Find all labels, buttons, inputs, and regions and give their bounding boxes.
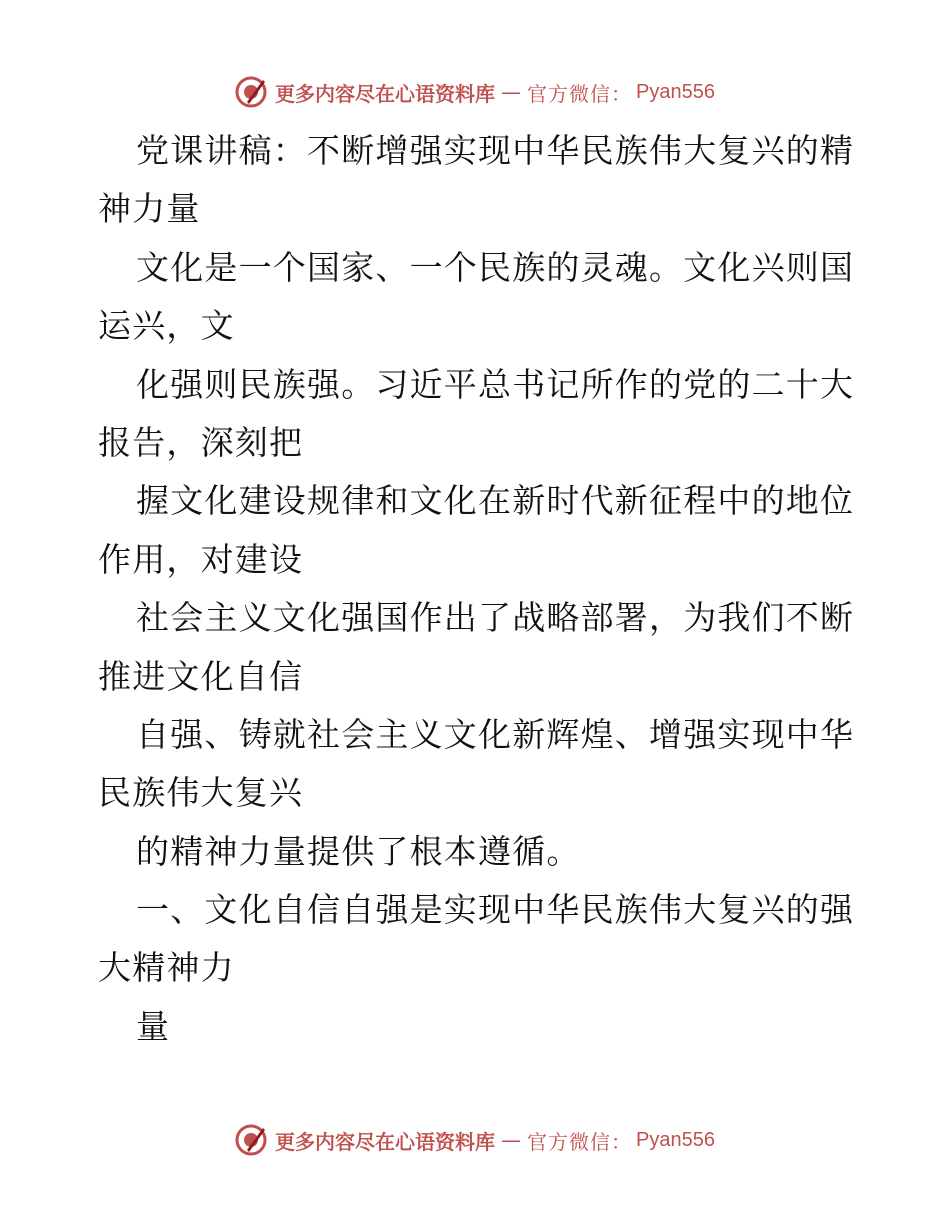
- footer-wechat-id: Pyan556: [636, 1128, 715, 1151]
- header-wechat-label: 官方微信：: [527, 81, 633, 106]
- header-banner: [0, 72, 950, 112]
- paragraph-line: 报告，深刻把: [98, 422, 304, 462]
- paragraph-line: 民族伟大复兴: [98, 773, 304, 813]
- footer-banner: [0, 1120, 950, 1160]
- document-title-line-1: 党课讲稿：不断增强实现中华民族伟大复兴的精: [136, 131, 855, 170]
- paragraph-line: 握文化建设规律和文化在新时代新征程中的地位: [136, 481, 855, 521]
- header-wechat-id: Pyan556: [636, 80, 715, 103]
- document-body: [98, 122, 858, 1056]
- footer-wechat-label: 官方微信：: [527, 1129, 633, 1154]
- paragraph-line: 自强、铸就社会主义文化新辉煌、增强实现中华: [136, 714, 855, 754]
- paragraph-line: 的精神力量提供了根本遵循。: [136, 831, 581, 871]
- section-heading-line-3: 量: [136, 1006, 171, 1046]
- section-heading-line-2: 大精神力: [98, 948, 235, 988]
- footer-dash: —: [501, 1128, 522, 1152]
- header-dash: —: [501, 80, 522, 104]
- paragraph-line: 化强则民族强。习近平总书记所作的党的二十大: [136, 364, 855, 404]
- red-quill-logo-icon: [235, 76, 267, 108]
- paragraph-line: 运兴，文: [98, 306, 235, 346]
- paragraph-line: 作用，对建设: [98, 539, 304, 579]
- red-quill-logo-icon: [235, 1124, 267, 1156]
- paragraph-line: 社会主义文化强国作出了战略部署，为我们不断: [136, 598, 855, 638]
- paragraph-line: 推进文化自信: [98, 656, 304, 696]
- paragraph-line: 文化是一个国家、一个民族的灵魂。文化兴则国: [136, 247, 855, 287]
- document-title-line-2: 神力量: [98, 189, 201, 229]
- footer-promo-text: 更多内容尽在心语资料库: [275, 1129, 496, 1154]
- section-heading-line-1: 一、文化自信自强是实现中华民族伟大复兴的强: [136, 890, 855, 930]
- header-promo-text: 更多内容尽在心语资料库: [275, 81, 496, 106]
